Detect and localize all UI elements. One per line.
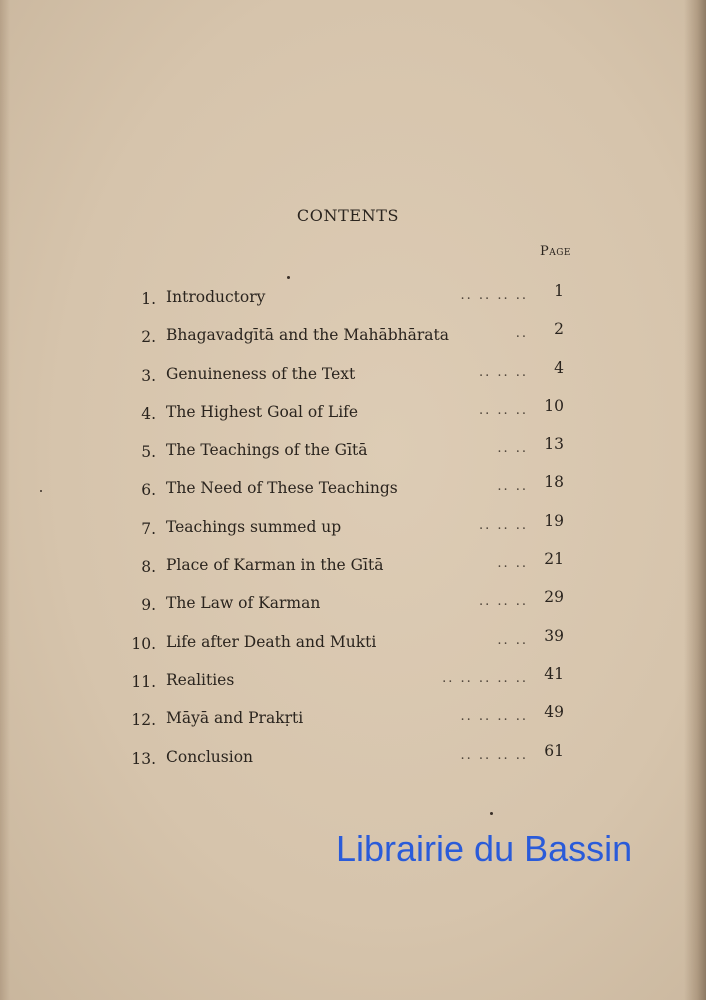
toc-entry-number: 4. bbox=[141, 404, 156, 423]
toc-entry bbox=[128, 282, 578, 320]
toc-entry-leader: .. bbox=[515, 326, 528, 342]
toc-entry-page: 10 bbox=[544, 396, 564, 415]
toc-entry-number: 9. bbox=[141, 596, 156, 615]
toc-entry-title: The Law of Karman bbox=[166, 594, 321, 613]
toc-entry bbox=[128, 320, 578, 358]
table-of-contents bbox=[128, 282, 578, 780]
page-column-label: Page bbox=[540, 244, 572, 259]
toc-entry-leader: .. .. .. bbox=[478, 594, 528, 610]
paper-speck bbox=[490, 812, 493, 815]
contents-heading: CONTENTS bbox=[296, 206, 400, 225]
toc-entry-page: 1 bbox=[554, 282, 564, 300]
toc-entry-leader: .. .. .. .. bbox=[460, 747, 528, 763]
toc-entry-leader: .. .. .. .. bbox=[460, 288, 528, 303]
toc-entry-number: 2. bbox=[141, 328, 156, 347]
toc-entry-page: 2 bbox=[554, 320, 564, 339]
toc-entry-page: 13 bbox=[544, 435, 564, 454]
toc-entry-page: 49 bbox=[544, 703, 564, 722]
toc-entry-leader: .. .. bbox=[497, 556, 528, 572]
toc-entry bbox=[128, 703, 578, 741]
toc-entry-title: Introductory bbox=[166, 288, 266, 306]
toc-entry-leader: .. .. .. .. .. bbox=[442, 670, 528, 686]
toc-entry bbox=[128, 665, 578, 703]
toc-entry-title: Teachings summed up bbox=[166, 517, 342, 536]
toc-entry-leader: .. .. .. bbox=[478, 517, 528, 533]
toc-entry-page: 61 bbox=[544, 741, 564, 760]
toc-entry-leader: .. .. bbox=[497, 441, 528, 457]
toc-entry-page: 39 bbox=[544, 626, 564, 645]
toc-entry-title: Māyā and Prakṛti bbox=[166, 709, 304, 728]
toc-entry-number: 3. bbox=[141, 366, 156, 385]
toc-entry bbox=[128, 627, 578, 665]
toc-entry-number: 1. bbox=[141, 290, 156, 308]
toc-entry bbox=[128, 359, 578, 397]
toc-entry bbox=[128, 512, 578, 550]
toc-entry-page: 18 bbox=[544, 473, 564, 492]
toc-entry bbox=[128, 435, 578, 473]
toc-entry-page: 29 bbox=[544, 588, 564, 607]
toc-entry-title: Life after Death and Mukti bbox=[166, 632, 377, 651]
toc-entry-number: 12. bbox=[131, 711, 156, 730]
toc-entry-leader: .. .. .. bbox=[478, 402, 528, 418]
toc-entry-title: Realities bbox=[166, 670, 235, 689]
toc-entry-title: Genuineness of the Text bbox=[166, 364, 356, 383]
toc-entry bbox=[128, 588, 578, 626]
toc-entry-number: 6. bbox=[141, 481, 156, 500]
page-left-edge bbox=[0, 0, 10, 1000]
toc-entry-title: Place of Karman in the Gītā bbox=[166, 556, 384, 575]
toc-entry-title: Bhagavadgītā and the Mahābhārata bbox=[166, 326, 449, 345]
toc-entry-title: Conclusion bbox=[166, 747, 254, 766]
paper-speck bbox=[40, 490, 42, 492]
toc-entry-number: 11. bbox=[131, 672, 156, 691]
toc-entry-number: 7. bbox=[141, 519, 156, 538]
toc-entry bbox=[128, 473, 578, 511]
toc-entry-title: The Teachings of the Gītā bbox=[166, 441, 368, 460]
toc-entry-page: 41 bbox=[544, 664, 564, 683]
toc-entry bbox=[128, 742, 578, 780]
toc-entry-number: 13. bbox=[131, 749, 156, 768]
toc-entry-leader: .. .. .. .. bbox=[460, 709, 528, 725]
toc-entry-page: 21 bbox=[544, 550, 564, 569]
toc-entry-number: 5. bbox=[141, 443, 156, 462]
toc-entry-title: The Highest Goal of Life bbox=[166, 402, 359, 421]
toc-entry-page: 19 bbox=[544, 511, 564, 530]
paper-speck bbox=[287, 276, 290, 279]
toc-entry-title: The Need of These Teachings bbox=[166, 479, 398, 498]
toc-entry-page: 4 bbox=[554, 358, 564, 377]
toc-entry bbox=[128, 550, 578, 588]
toc-entry bbox=[128, 397, 578, 435]
toc-entry-number: 8. bbox=[141, 558, 156, 577]
toc-entry-leader: .. .. bbox=[497, 632, 528, 648]
watermark-text: Librairie du Bassin bbox=[336, 828, 633, 869]
toc-entry-leader: .. .. bbox=[497, 479, 528, 495]
toc-entry-number: 10. bbox=[131, 634, 156, 653]
page-spine-shadow bbox=[684, 0, 706, 1000]
toc-entry-leader: .. .. .. bbox=[478, 364, 528, 380]
